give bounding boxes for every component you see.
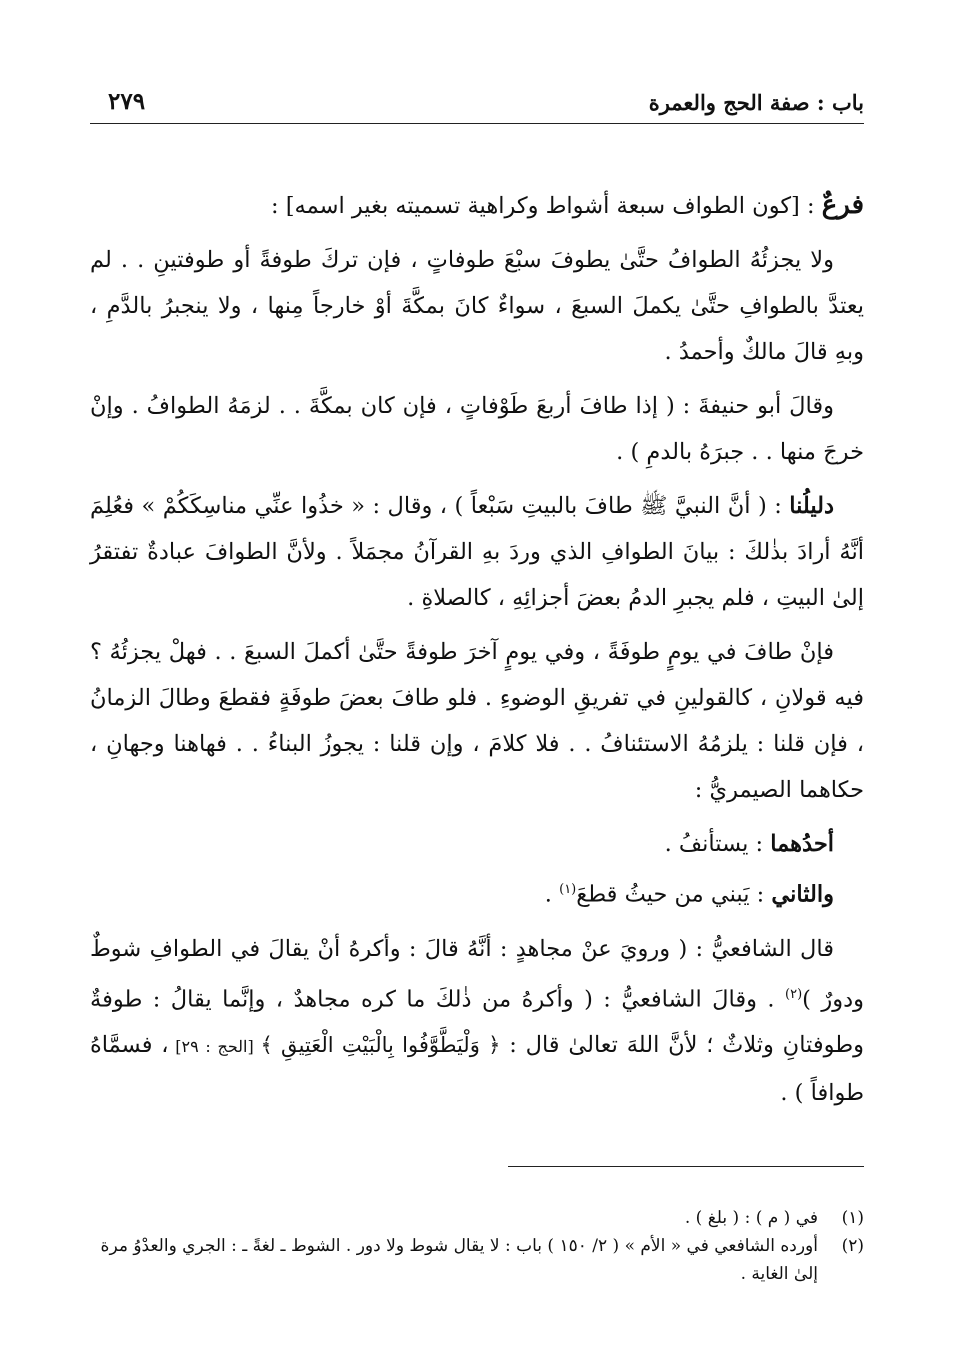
first-view-label: أحدُهما xyxy=(770,831,834,857)
paragraph-4: فإنْ طافَ في يومٍ طوفَةً ، وفي يومٍ آخرَ طوفةً حتَّىٰ أكملَ السبعَ . . فهلْ يجزئُهُ ؟ فيه قولانِ ، كالقولينِ في تفريقِ الوضوءِ . فلو طافَ بعضَ طوفَةٍ فقطعَ وطالَ الزمانُ ، فإن قلنا : يلزمُهُ الاستئنافُ . . فلا كلامَ ، وإن قلنا : يجوزُ البناءُ . . فهاهنا وجهانِ ، حكاهما الصيمريُّ : xyxy=(90,639,864,803)
footnote-item xyxy=(90,1232,864,1288)
page-header xyxy=(90,86,864,120)
second-view-end: . xyxy=(544,881,560,908)
paragraph-6 xyxy=(90,867,864,918)
footnote-text: أورده الشافعي في « الأم » ( ٢/ ١٥٠ ) باب : لا يقال شوط ولا دور . الشوط ـ لغةً ـ : الجري والعدْوُ مرة إلىٰ الغاية . xyxy=(100,1236,818,1284)
second-view-text: : يَبني من حيثُ قطعَ xyxy=(576,881,772,908)
footnote-text: في ( م ) : ( بلغ ) . xyxy=(684,1208,818,1228)
footnote-number: (٢) xyxy=(841,1236,864,1256)
footnote-item xyxy=(90,1204,864,1232)
footnotes xyxy=(90,1204,864,1288)
section-label: فرعٌ xyxy=(821,190,864,220)
paragraph-7-part-b: . وقالَ الشافعيُّ : ( وأكرهُ من ذٰلكَ ما كره مجاهدٌ ، وإنَّما يقالُ : طوفةٌ وطوفتانِ وثلاثٌ ؛ لأنَّ اللهَ تعالىٰ قال : xyxy=(90,986,865,1058)
verse-reference: [الحج : ٢٩] xyxy=(168,1037,261,1056)
paragraph-7 xyxy=(90,926,864,1117)
page-number: ٢٧٩ xyxy=(108,88,146,115)
paragraph-5 xyxy=(90,821,864,867)
paragraph-3-text: : ( أنَّ النبيَّ ﷺ طافَ بالبيتِ سَبْعاً ) ، وقال : « خذُوا عنِّي مناسِكَكُمْ » فعُلِمَ أنَّهُ أرادَ بذٰلكَ : بيانَ الطوافِ الذي وردَ بهِ القرآنُ مجمَلاً . ولأنَّ الطوافَ عبادةٌ تفتقرُ إلىٰ البيتِ ، فلم يجبرِ الدمُ بعضَ أجزائِهِ ، كالصلاةِ . xyxy=(90,493,864,611)
footnote-marker-2: (٢) xyxy=(785,986,803,1002)
evidence-label: دليلُنا xyxy=(789,493,834,519)
first-view-text: : يستأنفُ . xyxy=(664,831,771,857)
main-text xyxy=(90,182,864,1124)
quran-verse: ﴿ وَلْيَطَّوَّفُوا بِالْبَيْتِ الْعَتِيقِ ﴾ xyxy=(260,1033,501,1057)
running-title: باب : صفة الحج والعمرة xyxy=(648,90,864,115)
second-view-label: والثاني xyxy=(771,881,834,908)
paragraph-2: وقالَ أبو حنيفةَ : ( إذا طافَ أربعَ طَوْفاتٍ ، فإن كان بمكَّةَ . . لزمَهُ الطوافُ . وإنْ خرجَ منها . . جبرَهُ بالدمِ ) . xyxy=(90,393,864,465)
header-divider xyxy=(90,123,864,124)
footnote-divider xyxy=(508,1166,864,1167)
paragraph-1: ولا يجزئُهُ الطوافُ حتَّىٰ يطوفَ سبْعَ طوفاتٍ ، فإن تركَ طوفةً أو طوفتينِ . . لم يعتدَّ بالطوافِ حتَّىٰ يكملَ السبعَ ، سواءٌ كانَ بمكَّةَ أوْ خارجاً مِنها ، ولا ينجبرُ بالدَّمِ ، وبهِ قالَ مالكٌ وأحمدُ . xyxy=(90,247,864,365)
paragraph-7-part-c: ، فسمَّاهُ طوافاً ) . xyxy=(90,1032,864,1106)
section-heading xyxy=(90,182,864,229)
footnote-marker-1: (١) xyxy=(559,882,577,897)
paragraph-7-part-a: قال الشافعيُّ : ( ورويَ عنْ مجاهدٍ : أنَّهُ قالَ : وأكرهُ أنْ يقالَ في الطوافِ شوطٌ ودورٌ ) xyxy=(90,935,864,1012)
footnote-number: (١) xyxy=(841,1208,864,1228)
paragraph-3 xyxy=(90,483,864,621)
section-title: : [كون الطواف سبعة أشواط وكراهية تسميته بغير اسمه] : xyxy=(271,193,822,219)
